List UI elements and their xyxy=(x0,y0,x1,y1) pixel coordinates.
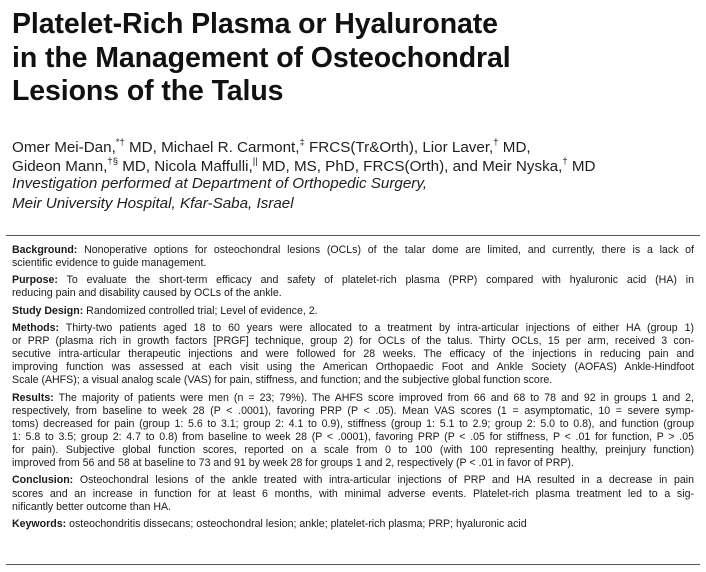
affiliation-mark: || xyxy=(252,155,258,167)
section-label: Purpose: xyxy=(12,274,58,287)
section-text: Scale (AHFS); a visual analog scale (VAS) for pain, stiffness, and function; and the subjective global function score. xyxy=(12,374,553,387)
author-name: Michael R. Carmont, xyxy=(161,139,300,156)
title-line: in the Management of Osteochondral xyxy=(12,41,511,74)
abstract-keywords xyxy=(12,518,694,531)
abstract-methods xyxy=(12,322,694,387)
author-line xyxy=(12,138,702,157)
affiliation-mark: ‡ xyxy=(299,136,305,148)
section-label: Background: xyxy=(12,244,78,256)
abstract-study-design xyxy=(12,305,694,318)
section-text: The majority of patients were men (n = 23; 79%). The AHFS score improved from 66 and 68 to 78 and 92 in groups 1 and 2, xyxy=(53,391,694,404)
abstract-conclusion xyxy=(12,474,694,513)
section-text: osteochondritis dissecans; osteochondral lesion; ankle; platelet-rich plasma; PRP; hyaluronic acid xyxy=(66,517,527,530)
section-text: 1: 5.8 to 3.5; group 2: 4.7 to 0.8) from baseline to week 28 (P < .0001), favoring PRP (P < .05 for stiffness, P < .01 for function, P > .05 xyxy=(12,430,694,443)
section-text: nificantly better outcome than HA. xyxy=(12,500,171,513)
author-degree: MD, xyxy=(117,158,155,175)
section-text: To evaluate the short-term efficacy and safety of platelet-rich plasma (PRP) compared with hyaluronic acid (HA) in xyxy=(57,274,694,287)
title-line: Lesions of the Talus xyxy=(12,75,284,107)
author-name: Gideon Mann, xyxy=(12,158,108,175)
author-name: Lior Laver, xyxy=(422,139,494,156)
section-text: scientific evidence to guide management. xyxy=(12,257,207,270)
author-degree: MD, xyxy=(124,139,162,156)
author-degree: MD, MS, PhD, FRCS(Orth), and xyxy=(257,158,483,175)
section-text: Osteochondral lesions of the ankle treated with intra-articular injections of PRP and HA resulted in a decrease in pain xyxy=(73,474,694,487)
abstract-results xyxy=(12,392,694,471)
affiliation-mark: † xyxy=(493,136,499,148)
section-text: toms) decreased for pain (group 1: 5.6 to 3.1; group 2: 4.1 to 0.9), stiffness (group 1: 5.1 to 2.9; group 2: 5.0 to 0.8), and function (group xyxy=(12,417,694,430)
section-text: improved from 56 and 58 at baseline to 73 and 91 by week 28 for groups 1 and 2, respectively (P < .01 in favor of PRP). xyxy=(12,457,574,470)
section-text: Thirty-two patients aged 18 to 60 years were allocated to a treatment by intra-articular injections of either HA (group 1) xyxy=(59,322,694,335)
section-text: improving function was assessed at each visit using the American Orthopaedic Foot and Ankle Society (AOFAS) Ankle-Hindfoot xyxy=(12,361,694,374)
section-label: Results: xyxy=(12,391,54,404)
section-label: Conclusion: xyxy=(12,474,74,487)
abstract-purpose xyxy=(12,274,694,300)
section-label: Methods: xyxy=(12,322,60,335)
author-name: Omer Mei-Dan, xyxy=(12,139,116,156)
author-name: Nicola Maffulli, xyxy=(154,158,253,175)
section-text: or PRP (plasma rich in growth factors [PRGF] technique, group 2) for OCLs of the talus. Thirty OCLs, 15 per arm, received 3 con- xyxy=(12,335,694,348)
affiliation-mark: *† xyxy=(115,136,125,148)
section-text: for pain). Subjective global function scores, reported on a scale from 0 to 100 (with 100 representing healthy, preinjury function) xyxy=(12,444,694,457)
section-label: Study Design: xyxy=(12,304,84,317)
author-name: Meir Nyska, xyxy=(482,158,563,175)
section-text: scores and an increase in function for at least 6 months, with minimal adverse events. Platelet-rich plasma treatment led to a sig- xyxy=(12,487,694,500)
abstract-box xyxy=(6,235,700,565)
section-text: Nonoperative options for osteochondral lesions (OCLs) of the talar dome are limited, and currently, there is a lack of xyxy=(77,244,694,256)
section-label: Keywords: xyxy=(12,517,67,530)
section-text: reducing pain and disability caused by OCLs of the ankle. xyxy=(12,287,282,300)
title-line: Platelet-Rich Plasma or Hyaluronate xyxy=(12,8,498,40)
author-degree: FRCS(Tr&Orth), xyxy=(304,139,423,156)
author-degree: MD, xyxy=(498,139,531,156)
author-list xyxy=(12,138,702,176)
section-text: secutive intra-articular therapeutic injections and were followed for 28 weeks. The efficacy of the injections in reducing pain and xyxy=(12,348,694,361)
affiliation xyxy=(12,174,702,213)
affiliation-line: Investigation performed at Department of Orthopedic Surgery, xyxy=(12,175,428,192)
section-text: Randomized controlled trial; Level of evidence, 2. xyxy=(83,304,318,317)
affiliation-line: Meir University Hospital, Kfar-Saba, Israel xyxy=(12,194,294,212)
abstract-background xyxy=(12,244,694,270)
affiliation-mark: † xyxy=(562,155,568,167)
author-degree: MD xyxy=(567,158,596,175)
section-text: respectively, from baseline to week 28 (P < .0001), favoring PRP (P < .05). Mean VAS scores (1 = asymptomatic, 10 = severe symp- xyxy=(12,404,694,417)
article-title xyxy=(12,8,692,109)
affiliation-mark: †§ xyxy=(107,155,118,167)
